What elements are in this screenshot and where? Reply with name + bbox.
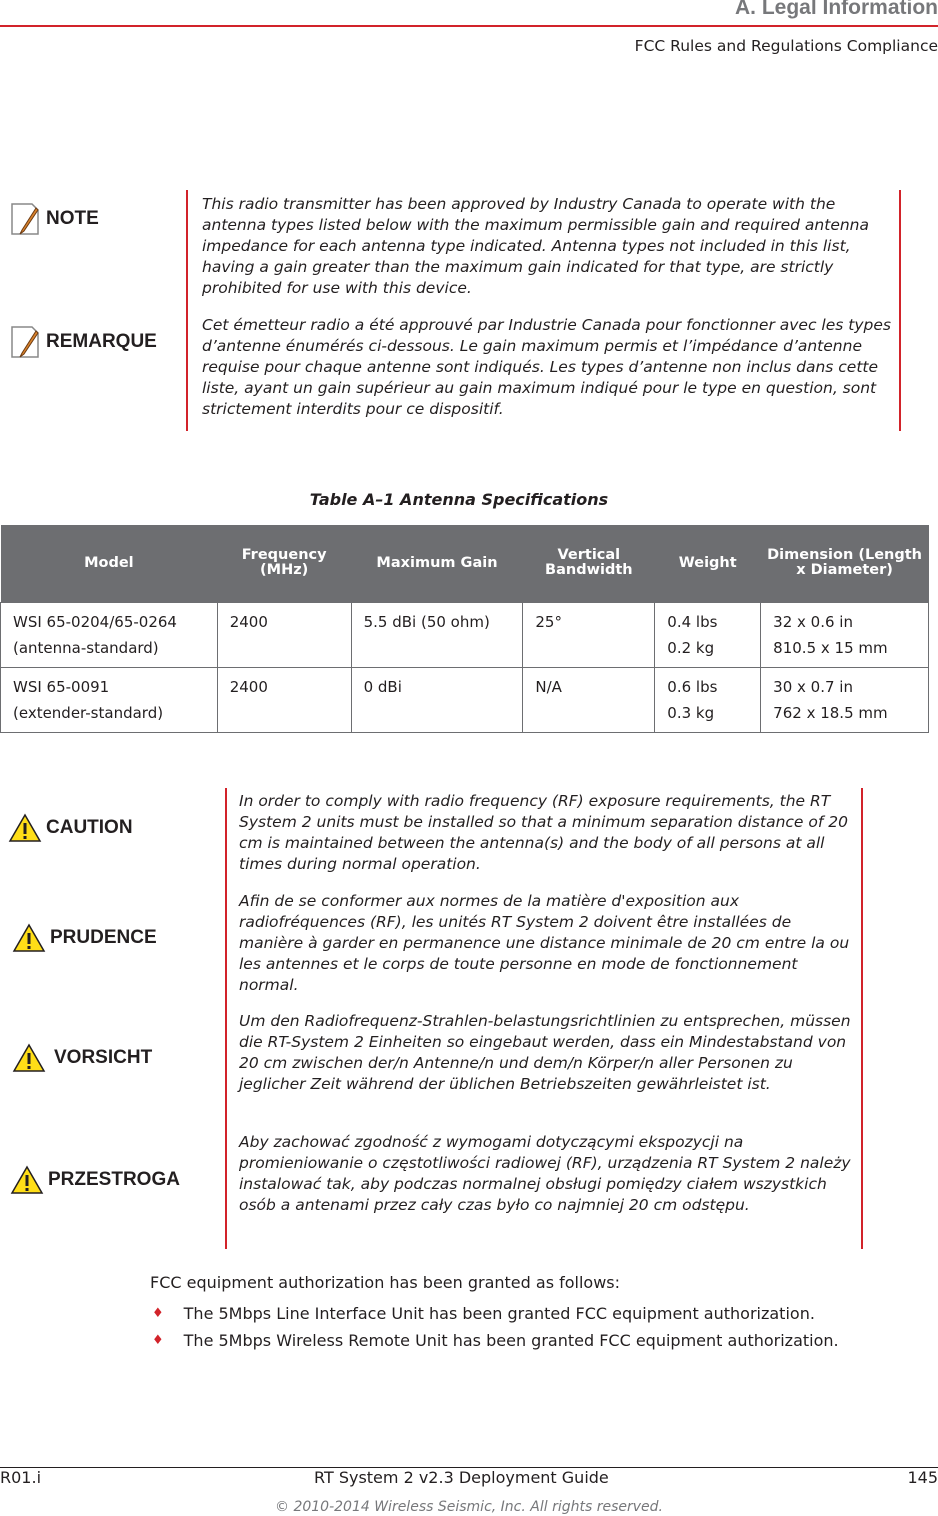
diamond-bullet-icon: ♦ (152, 1306, 164, 1321)
caution-text-fr: Afin de se conformer aux normes de la matière d'exposition aux radiofréquences (RF), les unités RT System 2 doivent être installées de manière à garder en permanence une distance minimale de 20 cm entre la ou les antennes et le corps de toute personne en mode de fonctionnement normal. (239, 892, 850, 994)
antenna-spec-table (0, 525, 929, 733)
footer-revision: R01.i (0, 1468, 42, 1487)
note-label: NOTE (10, 202, 99, 236)
list-item: ♦ The 5Mbps Line Interface Unit has been granted FCC equipment authorization. (152, 1304, 815, 1323)
cell-dimension: 32 x 0.6 in 810.5 x 15 mm (761, 602, 929, 667)
warning-triangle-icon (12, 923, 46, 953)
caution-text-de: Um den Radiofrequenz-Strahlen-belastungsrichtlinien zu entsprechen, müssen die RT-System 2 Einheiten so eingebaut werden, dass ein Mindestabstand von 20 cm zwischen der/n Antenne/n und dem/n Körper/n aller Personen zu jeglicher Zeit während der üblichen Betriebszeiten gewährleistet ist. (239, 1012, 851, 1093)
cell-weight: 0.6 lbs 0.3 kg (655, 667, 761, 732)
col-header: Vertical Bandwidth (523, 525, 655, 602)
cell-model: WSI 65-0091 (extender-standard) (1, 667, 218, 732)
table-row (1, 667, 929, 732)
header-rule (0, 25, 938, 27)
cell-bandwidth: N/A (523, 667, 655, 732)
col-header: Maximum Gain (351, 525, 523, 602)
list-item: ♦ The 5Mbps Wireless Remote Unit has been granted FCC equipment authorization. (152, 1331, 839, 1350)
table-header-row (1, 525, 929, 602)
note-right-rule (899, 190, 901, 431)
table-caption: Table A–1 Antenna Specifications (309, 490, 609, 509)
section-subtitle: FCC Rules and Regulations Compliance (634, 37, 938, 55)
section-title: A. Legal Information (734, 0, 938, 19)
note-pencil-icon (10, 325, 42, 359)
col-header: Weight (655, 525, 761, 602)
cell-frequency: 2400 (217, 602, 351, 667)
page-number: 145 (907, 1468, 938, 1487)
cell-dimension: 30 x 0.7 in 762 x 18.5 mm (761, 667, 929, 732)
cell-frequency: 2400 (217, 667, 351, 732)
remarque-label: REMARQUE (10, 325, 157, 359)
footer-doc-title: RT System 2 v2.3 Deployment Guide (314, 1468, 609, 1487)
note-text-en: This radio transmitter has been approved by Industry Canada to operate with the antenna types listed below with the maximum permissible gain and required antenna impedance for each antenna type indicated. Antenna types not included in this list, having a gain greater than the maximum gain indicated for that type, are strictly prohibited for use with this device. (202, 195, 870, 297)
vorsicht-label: VORSICHT (12, 1043, 152, 1073)
table-row (1, 602, 929, 667)
cell-weight: 0.4 lbs 0.2 kg (655, 602, 761, 667)
col-header: Frequency (MHz) (217, 525, 351, 602)
przestroga-label: PRZESTROGA (10, 1165, 180, 1195)
note-pencil-icon (10, 202, 42, 236)
warning-triangle-icon (10, 1165, 44, 1195)
caution-text-en: In order to comply with radio frequency (RF) exposure requirements, the RT System 2 units must be installed so that a minimum separation distance of 20 cm is maintained between the antenna(s) and the body of all persons at all times during normal operation. (239, 792, 848, 873)
cell-model: WSI 65-0204/65-0264 (antenna-standard) (1, 602, 218, 667)
caution-text-pl: Aby zachować zgodność z wymogami dotyczącymi ekspozycji na promieniowanie o częstotliwości radiowej (RF), urządzenia RT System 2 należy instalować tak, aby podczas normalnej obsługi pomiędzy ciałem wszystkich osób a antenami przez cały czas było co najmniej 20 cm odstępu. (239, 1133, 851, 1214)
caution-label: CAUTION (8, 813, 133, 843)
warning-triangle-icon (12, 1043, 46, 1073)
col-header: Model (1, 525, 218, 602)
fcc-intro: FCC equipment authorization has been granted as follows: (150, 1273, 621, 1292)
caution-right-rule (861, 788, 863, 1249)
cell-gain: 5.5 dBi (50 ohm) (351, 602, 523, 667)
cell-bandwidth: 25° (523, 602, 655, 667)
note-left-rule (186, 190, 188, 431)
prudence-label: PRUDENCE (12, 923, 157, 953)
diamond-bullet-icon: ♦ (152, 1333, 164, 1348)
cell-gain: 0 dBi (351, 667, 523, 732)
copyright: © 2010-2014 Wireless Seismic, Inc. All rights reserved. (275, 1499, 663, 1515)
note-text-fr: Cet émetteur radio a été approuvé par Industrie Canada pour fonctionner avec les types d’antenne énumérés ci-dessous. Le gain maximum permis et l’impédance d’antenne requise pour chaque antenne sont indiqués. Les types d’antenne non inclus dans cette liste, ayant un gain supérieur au gain maximum indiqué pour le type en question, sont strictement interdits pour ce dispositif. (202, 316, 891, 418)
caution-left-rule (225, 788, 227, 1249)
col-header: Dimension (Length x Diameter) (761, 525, 929, 602)
warning-triangle-icon (8, 813, 42, 843)
